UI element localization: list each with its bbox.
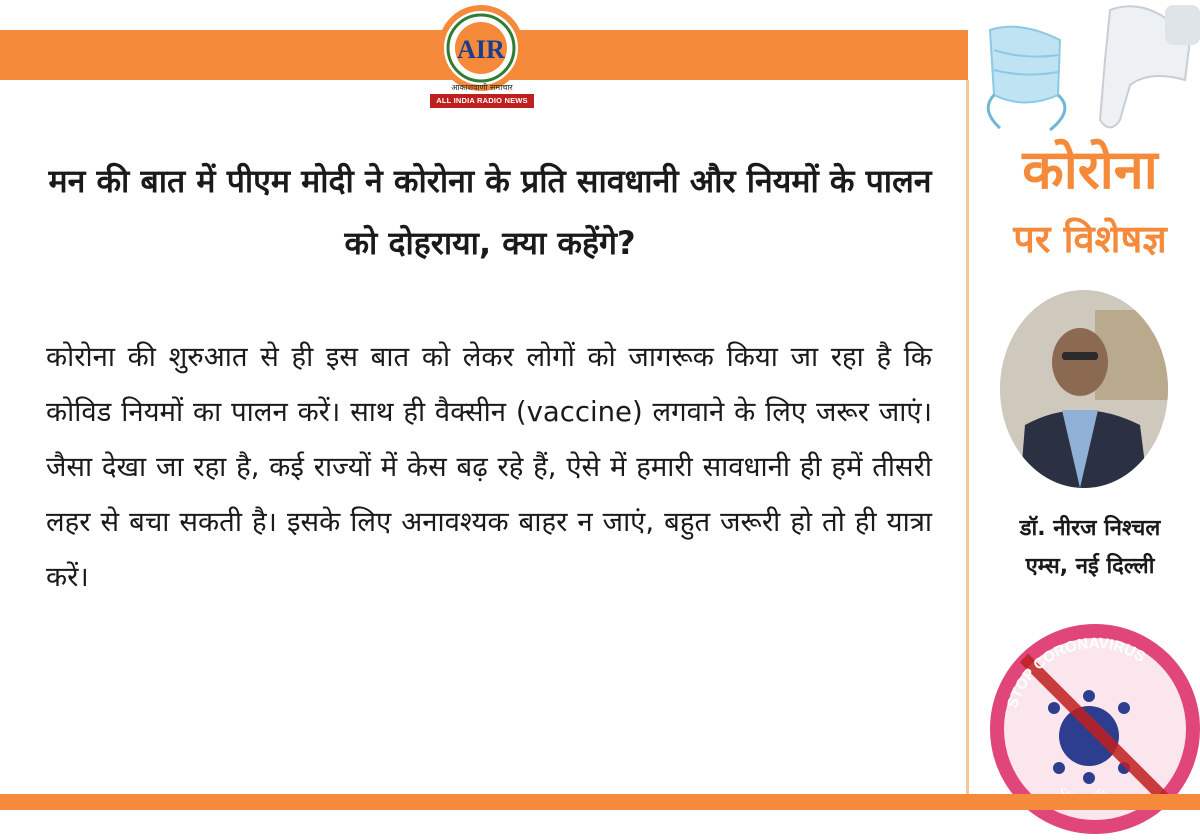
- footer-band: [0, 794, 1200, 810]
- doctor-credit: [985, 510, 1195, 586]
- logo-tagline: आकाशवाणी समाचार: [451, 83, 513, 92]
- body-text: कोरोना की शुरुआत से ही इस बात को लेकर लोगों को जागरूक किया जा रहा है कि कोविड नियमों का पालन करें। साथ ही वैक्सीन (vaccine) लगवाने के लिए जरूर जाएं। जैसा देखा जा रहा है, कई राज्यों में केस बढ़ रहे हैं, ऐसे में हमारी सावधानी ही हमें तीसरी लहर से बचा सकती है। इसके लिए अनावश्यक बाहर न जाएं, बहुत जरूरी हो तो ही यात्रा करें।: [46, 341, 932, 593]
- column-divider: [966, 80, 969, 794]
- doctor-affiliation: एम्स, नई दिल्ली: [1025, 554, 1155, 579]
- doctor-name: डॉ. नीरज निश्चल: [1019, 516, 1161, 541]
- mask-thermometer-icon: [980, 0, 1200, 140]
- headline: मन की बात में पीएम मोदी ने कोरोना के प्रति सावधानी और नियमों के पालन को दोहराया, क्या कहेंगे?: [48, 162, 932, 262]
- sidebar-title: कोरोना: [1022, 138, 1158, 201]
- badge-top-text: STOP CORONAVIRUS: [1004, 634, 1149, 711]
- sidebar-subtitle: पर विशेषज्ञ: [1013, 217, 1167, 261]
- doctor-photo: [1000, 290, 1168, 488]
- air-monogram: AIR: [457, 35, 505, 64]
- logo-label: ALL INDIA RADIO NEWS: [430, 94, 534, 108]
